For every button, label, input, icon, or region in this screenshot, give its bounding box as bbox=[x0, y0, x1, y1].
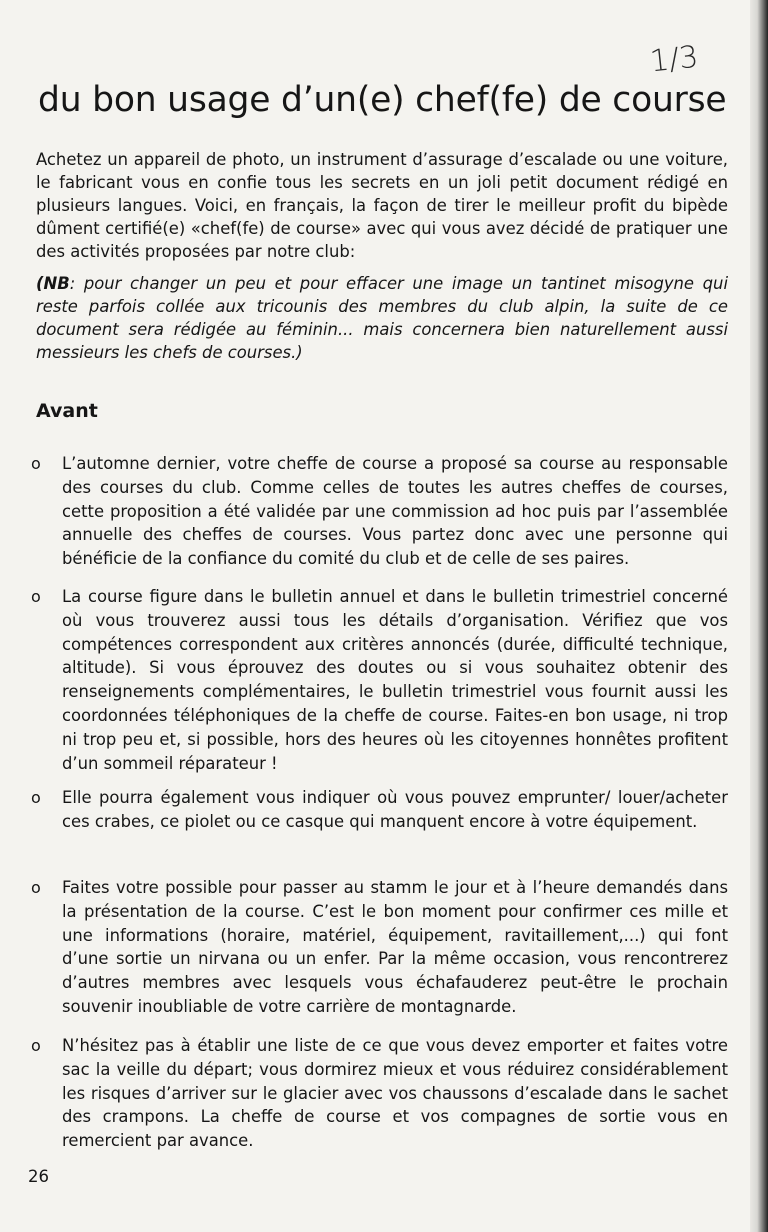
list-item bbox=[31, 452, 728, 571]
list-item bbox=[31, 1034, 728, 1153]
bullet-icon: o bbox=[31, 878, 41, 897]
note-text: : pour changer un peu et pour effacer une image un tantinet misogyne qui reste parfois collée aux tricounis des membres du club alpin, la suite de ce document sera rédigée au féminin... mais concernera bien naturellement aussi messieurs les chefs de courses.) bbox=[36, 274, 728, 362]
intro-paragraph: Achetez un appareil de photo, un instrument d’assurage d’escalade ou une voiture, le fabricant vous en confie tous les secrets en un joli petit document rédigé en plusieurs langues. Voici, en français, la façon de tirer le meilleur profit du bipède dûment certifié(e) «chef(fe) de course» avec qui vous avez décidé de pratiquer une des activités proposées par notre club: bbox=[36, 150, 728, 261]
list-item bbox=[31, 786, 728, 834]
bullet-icon: o bbox=[31, 587, 41, 606]
bullet-icon: o bbox=[31, 788, 41, 807]
page-title: du bon usage d’un(e) chef(fe) de course bbox=[38, 80, 727, 120]
bullet-icon: o bbox=[31, 454, 41, 473]
list-item bbox=[31, 585, 728, 775]
list-item-text: N’hésitez pas à établir une liste de ce que vous devez emporter et faites votre sac la veille du départ; vous dormirez mieux et vous réduirez considérablement les risques d’arriver sur le glacier avec vos chaussons d’escalade dans le sachet des crampons. La cheffe de course et vos compagnes de sortie vous en remercient par avance. bbox=[62, 1036, 728, 1151]
section-heading: Avant bbox=[36, 400, 98, 422]
page-number: 26 bbox=[28, 1167, 49, 1186]
list-item-text: L’automne dernier, votre cheffe de course a proposé sa course au responsable des courses du club. Comme celles de toutes les autres cheffes de courses, cette proposition a été validée par une commission ad hoc puis par l’assemblée annuelle des cheffes de courses. Vous partez donc avec une personne qui bénéficie de la confiance du comité du club et de celle de ses paires. bbox=[62, 454, 728, 569]
list-item-text: La course figure dans le bulletin annuel et dans le bulletin trimestriel concerné où vous trouverez aussi tous les détails d’organisation. Vérifiez que vos compétences correspondent aux critères annoncés (durée, difficulté technique, altitude). Si vous éprouvez des doutes ou si vous souhaitez obtenir des renseignements complémentaires, le bulletin trimestriel vous fournit aussi les coordonnées téléphoniques de la cheffe de course. Faites-en bon usage, ni trop ni trop peu et, si possible, hors des heures où les citoyennes honnêtes profitent d’un sommeil réparateur ! bbox=[62, 587, 728, 773]
bullet-icon: o bbox=[31, 1036, 41, 1055]
list-item-text: Faites votre possible pour passer au stamm le jour et à l’heure demandés dans la présentation de la course. C’est le bon moment pour confirmer ces mille et une informations (horaire, matériel, équipement, ravitaillement,...) qui font d’une sortie un nirvana ou un enfer. Par la même occasion, vous rencontrerez d’autres membres avec lesquels vous échafauderez peut-être le prochain souvenir inoubliable de votre carrière de montagnarde. bbox=[62, 878, 728, 1016]
scan-edge bbox=[750, 0, 768, 1232]
list-item-text: Elle pourra également vous indiquer où vous pouvez emprunter/ louer/acheter ces crabes, ce piolet ou ce casque qui manquent encore à votre équipement. bbox=[62, 788, 728, 831]
list-item bbox=[31, 876, 728, 1019]
handwritten-page-note: 1/3 bbox=[648, 39, 700, 80]
note-prefix: (NB bbox=[36, 274, 70, 293]
